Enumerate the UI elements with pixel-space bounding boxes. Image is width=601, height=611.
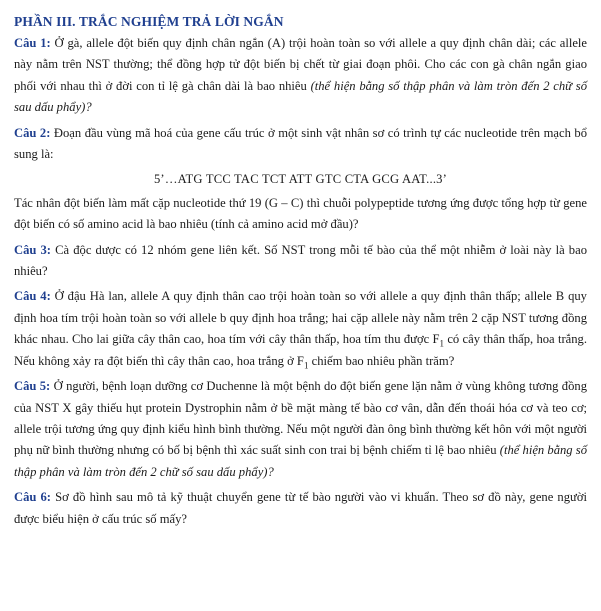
subscript: 1 <box>439 338 445 349</box>
question-text: Ở đậu Hà lan, allele A quy định thân cao trội hoàn toàn so với allele a quy định thân thấp; allele B quy định hoa tím trội hoàn toàn so với allele b quy định hoa trắng; hai cặp allele này nằm trên 2 cặp NST tương đồng khác nhau. Cho lai giữa cây thân cao, hoa tím với cây thân thấp, hoa tím thu được F <box>14 289 587 347</box>
question-3 <box>14 240 587 283</box>
question-6 <box>14 487 587 530</box>
question-text: Ở gà, allele đột biến quy định chân ngắn (A) trội hoàn toàn so với allele a quy định chân dài; các allele này nằm trên NST thường; thể đồng hợp tử đột biến bị chết từ giai đoạn phôi. Cho các con gà chân ngắn giao phối với nhau thì ở đời con tỉ lệ gà chân dài là bao nhiêu <box>14 36 587 93</box>
question-5 <box>14 376 587 483</box>
question-note: (thể hiện bằng số thập phân và làm tròn đến 2 chữ số sau dấu phẩy)? <box>14 443 587 479</box>
question-1 <box>14 33 587 119</box>
question-label: Câu 5: <box>14 379 51 394</box>
subscript: 1 <box>303 360 309 371</box>
question-note: (thể hiện bằng số thập phân và làm tròn đến 2 chữ số sau dấu phẩy)? <box>14 78 587 115</box>
question-text: Cà độc dược có 12 nhóm gene liên kết. Số NST trong mỗi tế bào của thể một nhiễm ở loài này là bao nhiêu? <box>14 242 587 279</box>
question-2-continuation: Tác nhân đột biến làm mất cặp nucleotide thứ 19 (G – C) thì chuỗi polypeptide tương ứng được tổng hợp từ gene đột biến có số amino acid là bao nhiêu (tính cả amino acid mở đầu)? <box>14 195 587 232</box>
question-label: Câu 6: <box>14 490 52 505</box>
question-label: Câu 2: <box>14 125 51 140</box>
question-text: Đoạn đầu vùng mã hoá của gene cấu trúc ở một sinh vật nhân sơ có trình tự các nucleotide trên mạch bổ sung là: <box>14 125 587 162</box>
question-label: Câu 3: <box>14 242 52 257</box>
question-text: Ở người, bệnh loạn dưỡng cơ Duchenne là một bệnh do đột biến gene lặn nằm ở vùng không tương đồng của NST X gây thiếu hụt protein Dystrophin nằm ở bề mặt màng tế bào cơ vân, dẫn đến thoái hóa cơ và teo cơ; allele trội tương ứng quy định kiểu hình bình thường. Nếu một người đàn ông bình thường kết hôn với một người phụ nữ bình thường nhưng có bố bị bệnh thì xác suất sinh con trai bị bệnh chiếm tỉ lệ bao nhiêu <box>14 379 587 458</box>
question-4 <box>14 286 587 372</box>
nucleotide-sequence: 5’…ATG TCC TAC TCT ATT GTC CTA GCG AAT...3’ <box>153 172 448 187</box>
question-label: Câu 1: <box>14 36 51 50</box>
question-text: có cây thân thấp, hoa trắng. Nếu không xảy ra đột biến thì cây thân cao, hoa trắng ở F <box>14 332 587 368</box>
question-text: Sơ đồ hình sau mô tả kỹ thuật chuyển gene từ tế bào người vào vi khuẩn. Theo sơ đồ này, gene người được biểu hiện ở cấu trúc số mấy? <box>14 490 587 526</box>
question-text: chiếm bao nhiêu phần trăm? <box>308 353 455 368</box>
question-2 <box>14 123 587 166</box>
section-title: PHẦN III. TRẮC NGHIỆM TRẢ LỜI NGẮN <box>14 14 284 29</box>
question-label: Câu 4: <box>14 289 51 304</box>
